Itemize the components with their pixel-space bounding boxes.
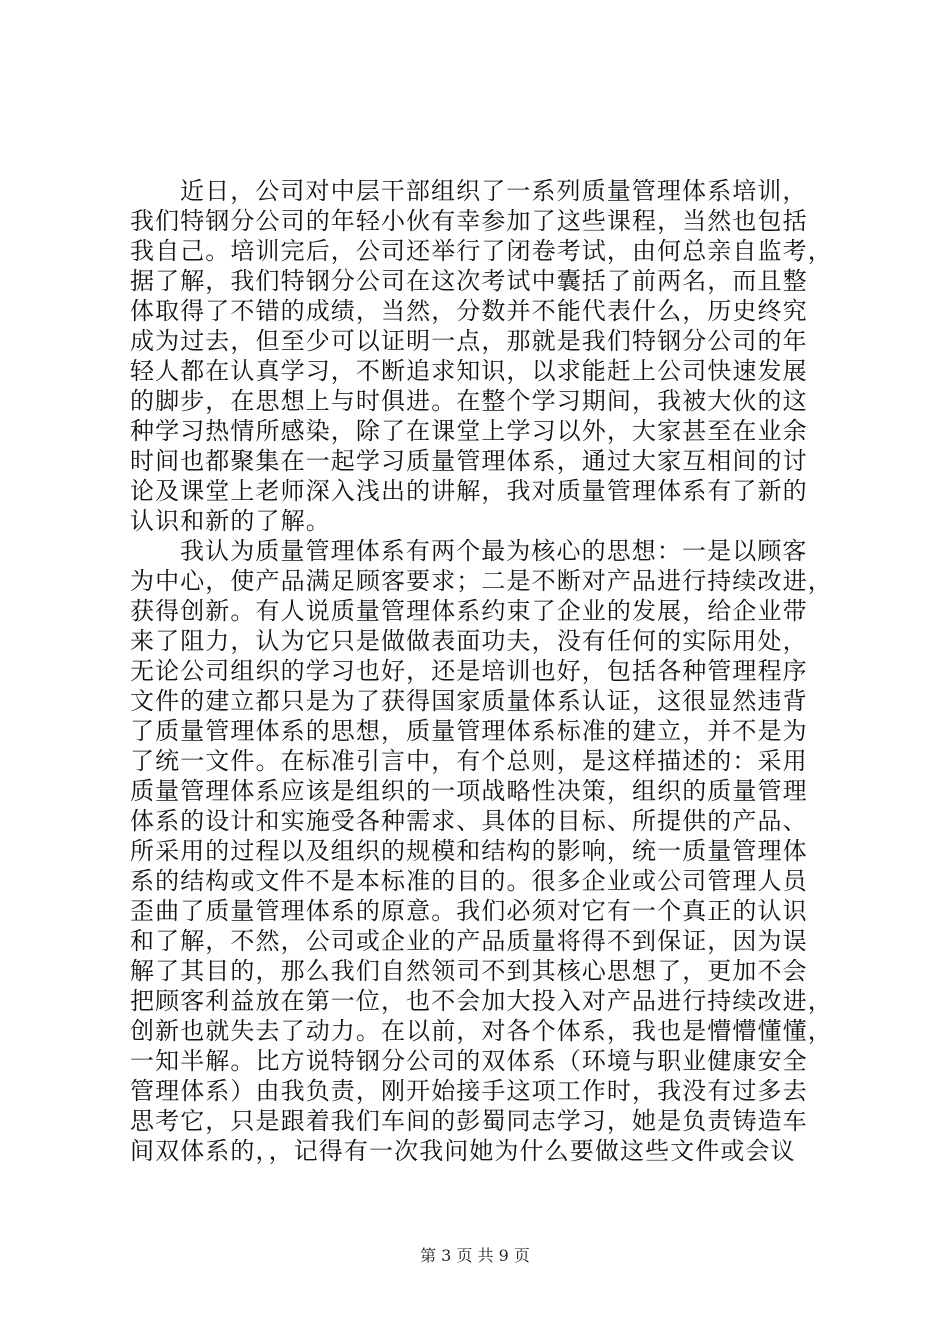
paragraph-line: 一知半解。比方说特钢分公司的双体系（环境与职业健康安全 (130, 1047, 808, 1075)
paragraph-line: 我认为质量管理体系有两个最为核心的思想：一是以顾客 (180, 537, 808, 565)
document-body (130, 176, 833, 1166)
paragraph-line: 创新也就失去了动力。在以前，对各个体系，我也是懵懵懂懂， (130, 1017, 833, 1045)
paragraph-line: 了质量管理体系的思想，质量管理体系标准的建立，并不是为 (130, 717, 808, 745)
paragraph-line: 我自己。培训完后，公司还举行了闭卷考试，由何总亲自监考， (130, 237, 833, 265)
page-number-footer: 第 3 页 共 9 页 (420, 1246, 530, 1265)
paragraph-line: 歪曲了质量管理体系的原意。我们必须对它有一个真正的认识 (130, 897, 808, 925)
paragraph-line: 体取得了不错的成绩，当然，分数并不能代表什么，历史终究 (130, 297, 808, 325)
paragraph-line: 成为过去，但至少可以证明一点，那就是我们特钢分公司的年 (130, 327, 808, 355)
paragraph-1 (130, 176, 833, 536)
paragraph-line: 解了其目的，那么我们自然领司不到其核心思想了，更加不会 (130, 957, 808, 985)
paragraph-line: 思考它，只是跟着我们车间的彭蜀同志学习，她是负责铸造车 (130, 1107, 808, 1135)
paragraph-line: 质量管理体系应该是组织的一项战略性决策，组织的质量管理 (130, 777, 808, 805)
paragraph-line: 据了解，我们特钢分公司在这次考试中囊括了前两名，而且整 (130, 267, 808, 295)
paragraph-line: 来了阻力，认为它只是做做表面功夫，没有任何的实际用处， (130, 627, 808, 655)
paragraph-line: 和了解，不然，公司或企业的产品质量将得不到保证，因为误 (130, 927, 808, 955)
paragraph-2 (130, 536, 833, 1166)
paragraph-line: 体系的设计和实施受各种需求、具体的目标、所提供的产品、 (130, 807, 808, 835)
paragraph-line: 无论公司组织的学习也好，还是培训也好，包括各种管理程序 (130, 657, 808, 685)
paragraph-line: 获得创新。有人说质量管理体系约束了企业的发展，给企业带 (130, 597, 808, 625)
paragraph-line: 认识和新的了解。 (130, 507, 331, 535)
paragraph-line: 种学习热情所感染，除了在课堂上学习以外，大家甚至在业余 (130, 417, 808, 445)
paragraph-line: 我们特钢分公司的年轻小伙有幸参加了这些课程，当然也包括 (130, 207, 808, 235)
paragraph-line: 间双体系的，，记得有一次我问她为什么要做这些文件或会议 (130, 1137, 796, 1165)
paragraph-line: 论及课堂上老师深入浅出的讲解，我对质量管理体系有了新的 (130, 477, 808, 505)
paragraph-line: 文件的建立都只是为了获得国家质量体系认证，这很显然违背 (130, 687, 808, 715)
paragraph-line: 所采用的过程以及组织的规模和结构的影响，统一质量管理体 (130, 837, 808, 865)
paragraph-line: 为中心，使产品满足顾客要求；二是不断对产品进行持续改进， (130, 567, 833, 595)
paragraph-line: 系的结构或文件不是本标准的目的。很多企业或公司管理人员 (130, 867, 808, 895)
paragraph-line: 了统一文件。在标准引言中，有个总则，是这样描述的：采用 (130, 747, 808, 775)
paragraph-line: 轻人都在认真学习，不断追求知识，以求能赶上公司快速发展 (130, 357, 808, 385)
paragraph-line: 近日，公司对中层干部组织了一系列质量管理体系培训， (180, 177, 808, 205)
paragraph-line: 的脚步，在思想上与时俱进。在整个学习期间，我被大伙的这 (130, 387, 808, 415)
paragraph-line: 把顾客利益放在第一位，也不会加大投入对产品进行持续改进， (130, 987, 833, 1015)
paragraph-line: 时间也都聚集在一起学习质量管理体系，通过大家互相间的讨 (130, 447, 808, 475)
paragraph-line: 管理体系）由我负责，刚开始接手这项工作时，我没有过多去 (130, 1077, 808, 1105)
